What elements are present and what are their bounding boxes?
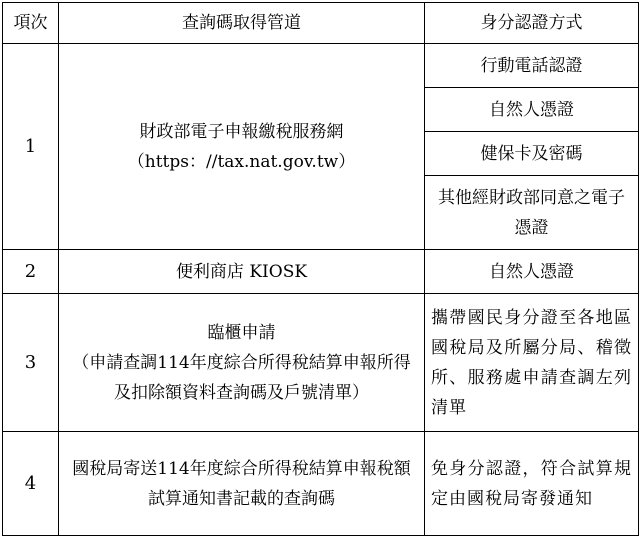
row-3-channel-title: 臨櫃申請 bbox=[207, 322, 276, 343]
table-row bbox=[3, 294, 639, 432]
table-row bbox=[3, 250, 639, 294]
header-auth: 身分認證方式 bbox=[425, 3, 639, 44]
row-3-number: 3 bbox=[3, 294, 59, 432]
row-1-channel-url: （https：//tax.nat.gov.tw） bbox=[127, 151, 356, 172]
row-2-channel: 便利商店 KIOSK bbox=[59, 250, 425, 294]
row-2-number: 2 bbox=[3, 250, 59, 294]
row-1-channel bbox=[59, 44, 425, 250]
row-3-channel-detail: （申請查調114年度綜合所得稅結算申報所得及扣除額資料查詢碼及戶號清單） bbox=[72, 352, 411, 403]
row-1-auth-method-4: 其他經財政部同意之電子憑證 bbox=[425, 176, 639, 250]
row-1-auth-method-3: 健保卡及密碼 bbox=[425, 132, 639, 176]
row-4-channel: 國稅局寄送114年度綜合所得稅結算申報稅額試算通知書記載的查詢碼 bbox=[59, 432, 425, 536]
table-header-row bbox=[3, 3, 639, 44]
row-1-auth-method-1: 行動電話認證 bbox=[425, 44, 639, 88]
row-4-auth: 免身分認證，符合試算規定由國稅局寄發通知 bbox=[425, 432, 639, 536]
row-1-channel-name: 財政部電子申報繳稅服務網 bbox=[139, 121, 344, 142]
row-1-number: 1 bbox=[3, 44, 59, 250]
table-row bbox=[3, 432, 639, 536]
row-4-number: 4 bbox=[3, 432, 59, 536]
header-channel: 查詢碼取得管道 bbox=[59, 3, 425, 44]
table-row bbox=[3, 44, 639, 88]
query-code-channels-table bbox=[2, 2, 639, 536]
row-2-auth: 自然人憑證 bbox=[425, 250, 639, 294]
row-3-channel bbox=[59, 294, 425, 432]
header-item: 項次 bbox=[3, 3, 59, 44]
row-3-auth: 攜帶國民身分證至各地區國稅局及所屬分局、稽徵所、服務處申請查調左列清單 bbox=[425, 294, 639, 432]
row-1-auth-method-2: 自然人憑證 bbox=[425, 88, 639, 132]
